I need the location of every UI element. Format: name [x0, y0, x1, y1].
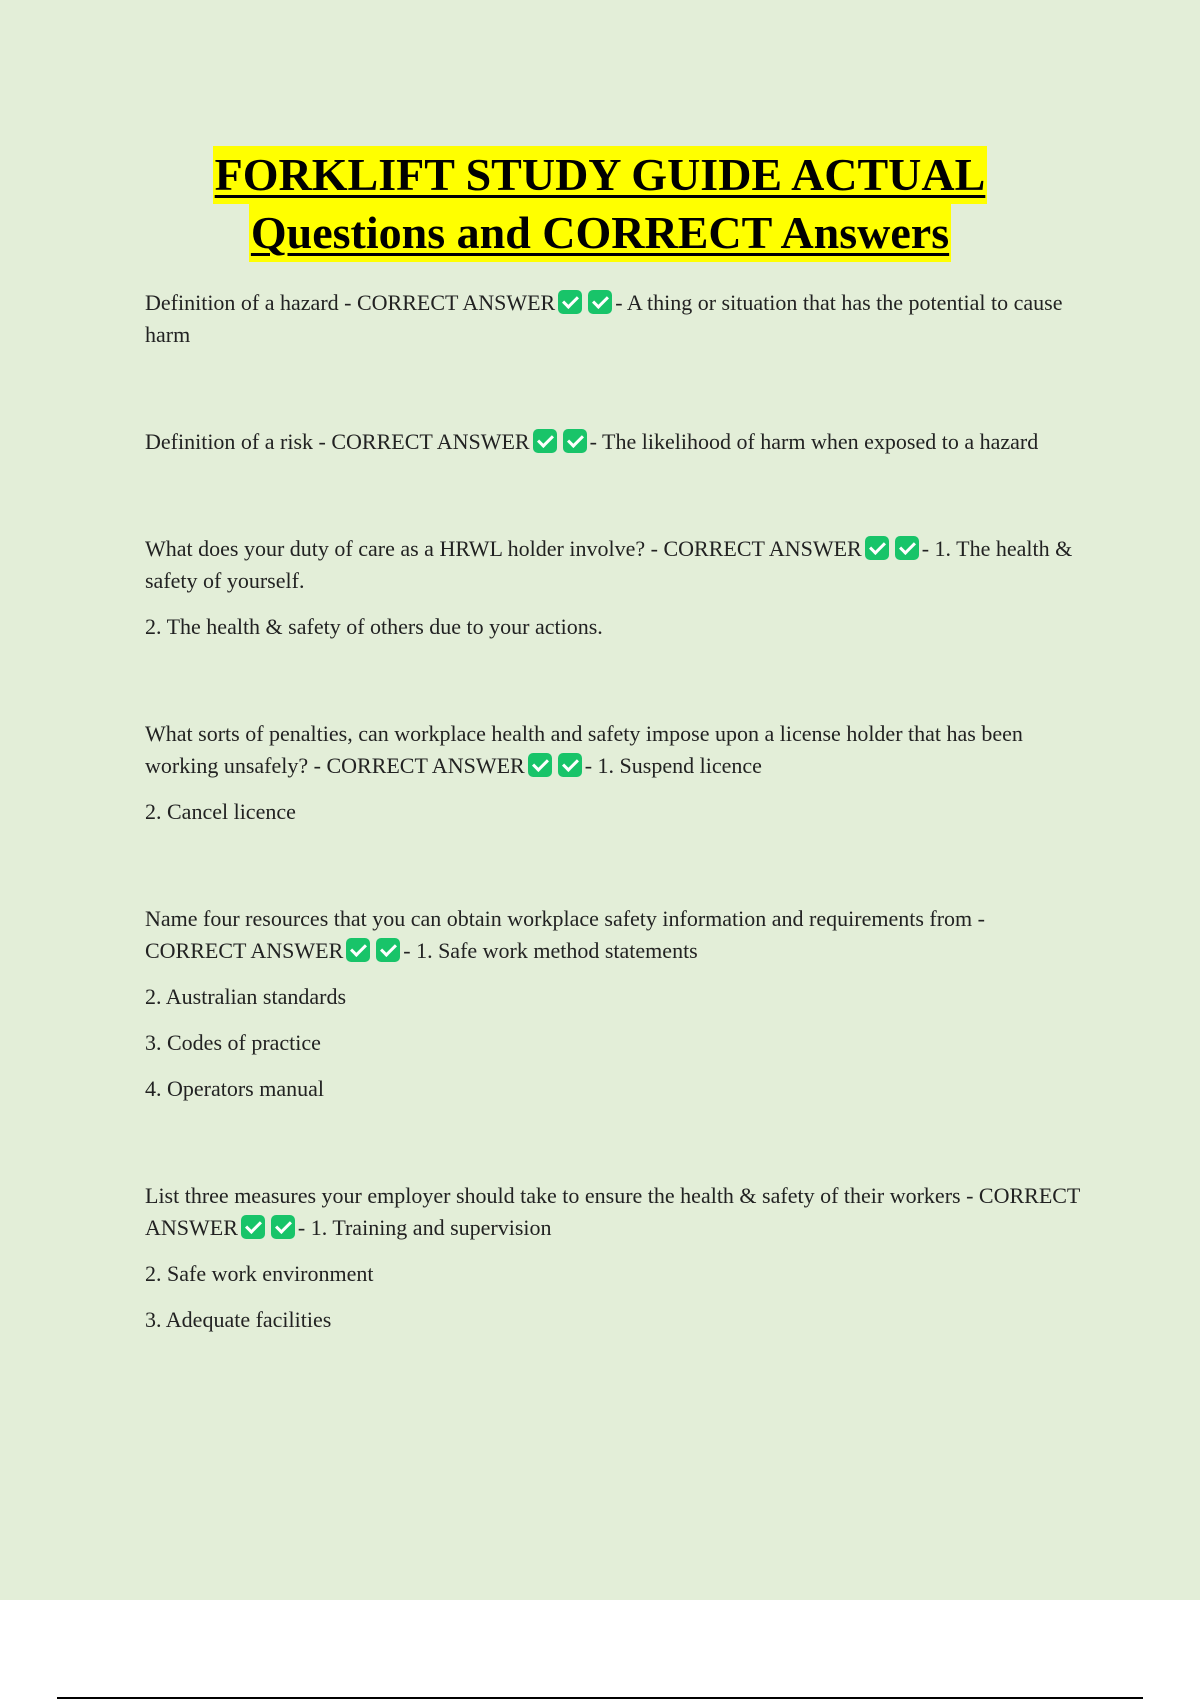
check-mark-icon	[241, 1215, 265, 1239]
check-mark-icon	[588, 290, 612, 314]
qa-main-line	[145, 1180, 1085, 1244]
check-mark-icon	[865, 536, 889, 560]
question-text: What does your duty of care as a HRWL holder involve? -	[145, 536, 664, 561]
check-mark-icon	[558, 290, 582, 314]
answer-marker: CORRECT ANSWER	[356, 290, 556, 315]
answer-marker: CORRECT ANSWER	[331, 429, 530, 454]
qa-item	[145, 718, 1085, 828]
answer-list-item: 3. Codes of practice	[145, 1030, 321, 1055]
check-mark-icon	[528, 753, 552, 777]
answer-marker: CORRECT ANSWER	[145, 1183, 1080, 1240]
check-mark-icon	[895, 536, 919, 560]
qa-item	[145, 426, 1085, 458]
answer-marker: CORRECT ANSWER	[326, 753, 525, 778]
footer-divider	[57, 1697, 1143, 1699]
answer-list-item: 3. Adequate facilities	[145, 1307, 332, 1332]
answer-list-item: 2. Safe work environment	[145, 1261, 374, 1286]
check-mark-icon	[563, 429, 587, 453]
title-line-2: Questions and CORRECT Answers	[249, 204, 951, 262]
document-title	[0, 146, 1200, 262]
answer-list-item: 2. The health & safety of others due to your actions.	[145, 614, 603, 639]
question-text: Name four resources that you can obtain workplace safety information and requirements from -	[145, 906, 985, 931]
qa-main-line	[145, 426, 1085, 458]
qa-main-line	[145, 533, 1085, 597]
qa-item	[145, 903, 1085, 1105]
title-line-1: FORKLIFT STUDY GUIDE ACTUAL	[213, 146, 988, 204]
question-text: Definition of a hazard -	[145, 290, 357, 315]
check-mark-icon	[346, 938, 370, 962]
answer-text: - The likelihood of harm when exposed to a hazard	[589, 429, 1039, 454]
answer-list-item: 2. Australian standards	[145, 984, 347, 1009]
answer-text: - 1. The health & safety of yourself.	[145, 536, 1073, 593]
answer-text: - 1. Safe work method statements	[403, 938, 698, 963]
check-mark-icon	[558, 753, 582, 777]
qa-main-line	[145, 718, 1085, 782]
qa-list	[145, 287, 1085, 1411]
qa-main-line	[145, 903, 1085, 967]
answer-marker: CORRECT ANSWER	[145, 938, 344, 963]
qa-main-line	[145, 287, 1085, 351]
question-text: What sorts of penalties, can workplace health and safety impose upon a license holder that has been working unsafely? -	[145, 721, 1023, 778]
answer-marker: CORRECT ANSWER	[663, 536, 862, 561]
check-mark-icon	[376, 938, 400, 962]
check-mark-icon	[533, 429, 557, 453]
answer-list-item: 4. Operators manual	[145, 1076, 324, 1101]
answer-text: - 1. Suspend licence	[584, 753, 762, 778]
qa-item	[145, 1180, 1085, 1336]
qa-item	[145, 533, 1085, 643]
question-text: Definition of a risk -	[145, 429, 332, 454]
answer-list-item: 2. Cancel licence	[145, 799, 296, 824]
qa-item	[145, 287, 1085, 351]
answer-text: - A thing or situation that has the potential to cause harm	[145, 290, 1063, 347]
answer-text: - 1. Training and supervision	[297, 1215, 552, 1240]
question-text: List three measures your employer should take to ensure the health & safety of their workers -	[145, 1183, 979, 1208]
check-mark-icon	[271, 1215, 295, 1239]
